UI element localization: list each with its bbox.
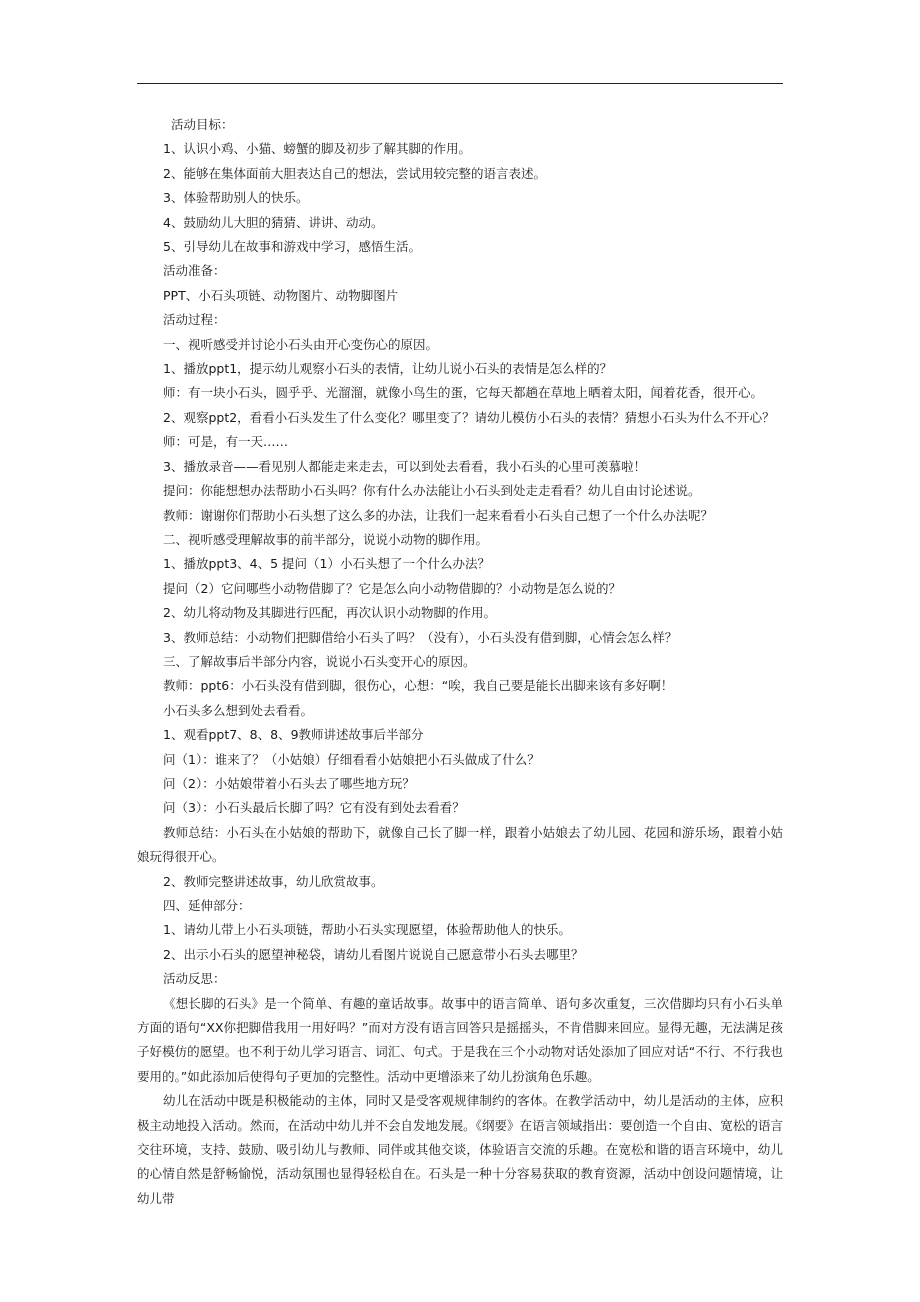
process-line: 小石头多么想到处去看看。 [163,702,314,718]
reflection-paragraph-2: 幼儿在活动中既是积极能动的主体，同时又是受客观规律制约的客体。在教学活动中，幼儿是活动的主体，应积极主动地投入活动。然而，在活动中幼儿并不会自发地发展。《纲要》在语言领域指出：要创造一个自由、宽松的语言交往环境，支持、鼓励、吸引幼儿与教师、同伴或其他交谈，体验语言交流的乐趣。在宽松和谐的语言环境中，幼儿的心情自然是舒畅愉悦，活动氛围也显得轻松自在。石头是一种十分容易获取的教育资源，活动中创设问题情境，让幼儿带 [137,1093,783,1206]
header-rule [137,83,783,84]
question-line: 问（1）：谁来了？（小姑娘）仔细看看小姑娘把小石头做成了什么？ [163,751,540,767]
preparation-materials: PPT、小石头项链、动物图片、动物脚图片 [163,287,399,303]
goal-item-5: 5、引导幼儿在故事和游戏中学习，感悟生活。 [163,239,421,255]
process-line: 师：有一块小石头，圆乎乎、光溜溜，就像小鸟生的蛋，它每天都趟在草地上晒着太阳，闻着花香，很开心。 [163,385,764,401]
section-heading-reflection: 活动反思： [163,971,226,987]
question-line: 问（3）：小石头最后长脚了吗？它有没有到处去看看？ [163,800,465,816]
process-line: 2、幼儿将动物及其脚进行匹配，再次认识小动物脚的作用。 [163,605,496,621]
reflection-paragraph-1: 《想长脚的石头》是一个简单、有趣的童话故事。故事中的语言简单、语句多次重复，三次借脚均只有小石头单方面的语句“XX你把脚借我用一用好吗？”而对方没有语言回答只是摇摇头，不肯借脚来回应。显得无趣，无法满足孩子好模仿的愿望。也不利于幼儿学习语言、词汇、句式。于是我在三个小动物对话处添加了回应对话“不行、不行我也要用的。”如此添加后使得句子更加的完整性。活动中更增添来了幼儿扮演角色乐趣。 [137,995,783,1084]
process-line: 1、播放ppt1，提示幼儿观察小石头的表情，让幼儿说小石头的表情是怎么样的？ [163,361,613,377]
section-heading-preparation: 活动准备： [163,263,226,279]
process-line: 师：可是，有一天…… [163,434,289,450]
process-step-1-heading: 一、视听感受并讨论小石头由开心变伤心的原因。 [163,336,439,352]
process-line: 3、播放录音——看见别人都能走来走去，可以到处去看看，我小石头的心里可羡慕啦！ [163,458,646,474]
goal-item-4: 4、鼓励幼儿大胆的猜猜、讲讲、动动。 [163,214,384,230]
process-line: 1、观看ppt7、8、8、9教师讲述故事后半部分 [163,727,424,743]
question-line: 问（2）：小姑娘带着小石头去了哪些地方玩？ [163,775,415,791]
process-line: 教师：ppt6：小石头没有借到脚，很伤心，心想：“唉，我自己要是能长出脚来该有多好啊！ [163,678,674,694]
process-line: 2、教师完整讲述故事，幼儿欣赏故事。 [163,873,384,889]
section-heading-process: 活动过程： [163,312,226,328]
teacher-summary-paragraph: 教师总结：小石头在小姑娘的帮助下，就像自己长了脚一样，跟着小姑娘去了幼儿园、花园和游乐场，跟着小姑娘玩得很开心。 [137,824,783,865]
goal-item-3: 3、体验帮助别人的快乐。 [163,190,309,206]
section-heading-extension: 四、延伸部分： [163,898,251,913]
process-line: 2、观察ppt2，看看小石头发生了什么变化？哪里变了？请幼儿模仿小石头的表情？猜想小石头为什么不开心？ [163,409,775,425]
process-line: 提问（2）它问哪些小动物借脚了？它是怎么向小动物借脚的？小动物是怎么说的？ [163,580,621,596]
process-line: 教师：谢谢你们帮助小石头想了这么多的办法，让我们一起来看看小石头自己想了一个什么办法呢？ [163,507,714,523]
extension-item-1: 1、请幼儿带上小石头项链，帮助小石头实现愿望，体验帮助他人的快乐。 [163,922,571,938]
process-step-3-heading: 三、了解故事后半部分内容，说说小石头变开心的原因。 [163,653,476,669]
goal-item-2: 2、能够在集体面前大胆表达自己的想法，尝试用较完整的语言表述。 [163,165,546,181]
section-heading-goals: 活动目标： [171,117,234,132]
extension-item-2: 2、出示小石头的愿望神秘袋，请幼儿看图片说说自己愿意带小石头去哪里？ [163,946,584,962]
process-line: 3、教师总结：小动物们把脚借给小石头了吗？（没有），小石头没有借到脚，心情会怎么样？ [163,629,678,645]
goal-item-1: 1、认识小鸡、小猫、螃蟹的脚及初步了解其脚的作用。 [163,141,471,157]
process-line: 提问：你能想想办法帮助小石头吗？你有什么办法能让小石头到处走走看看？幼儿自由讨论述说。 [163,483,701,499]
document-body [137,113,783,1211]
process-step-2-heading: 二、视听感受理解故事的前半部分，说说小动物的脚作用。 [163,531,489,547]
process-line: 1、播放ppt3、4、5 提问（1）小石头想了一个什么办法？ [163,556,491,572]
